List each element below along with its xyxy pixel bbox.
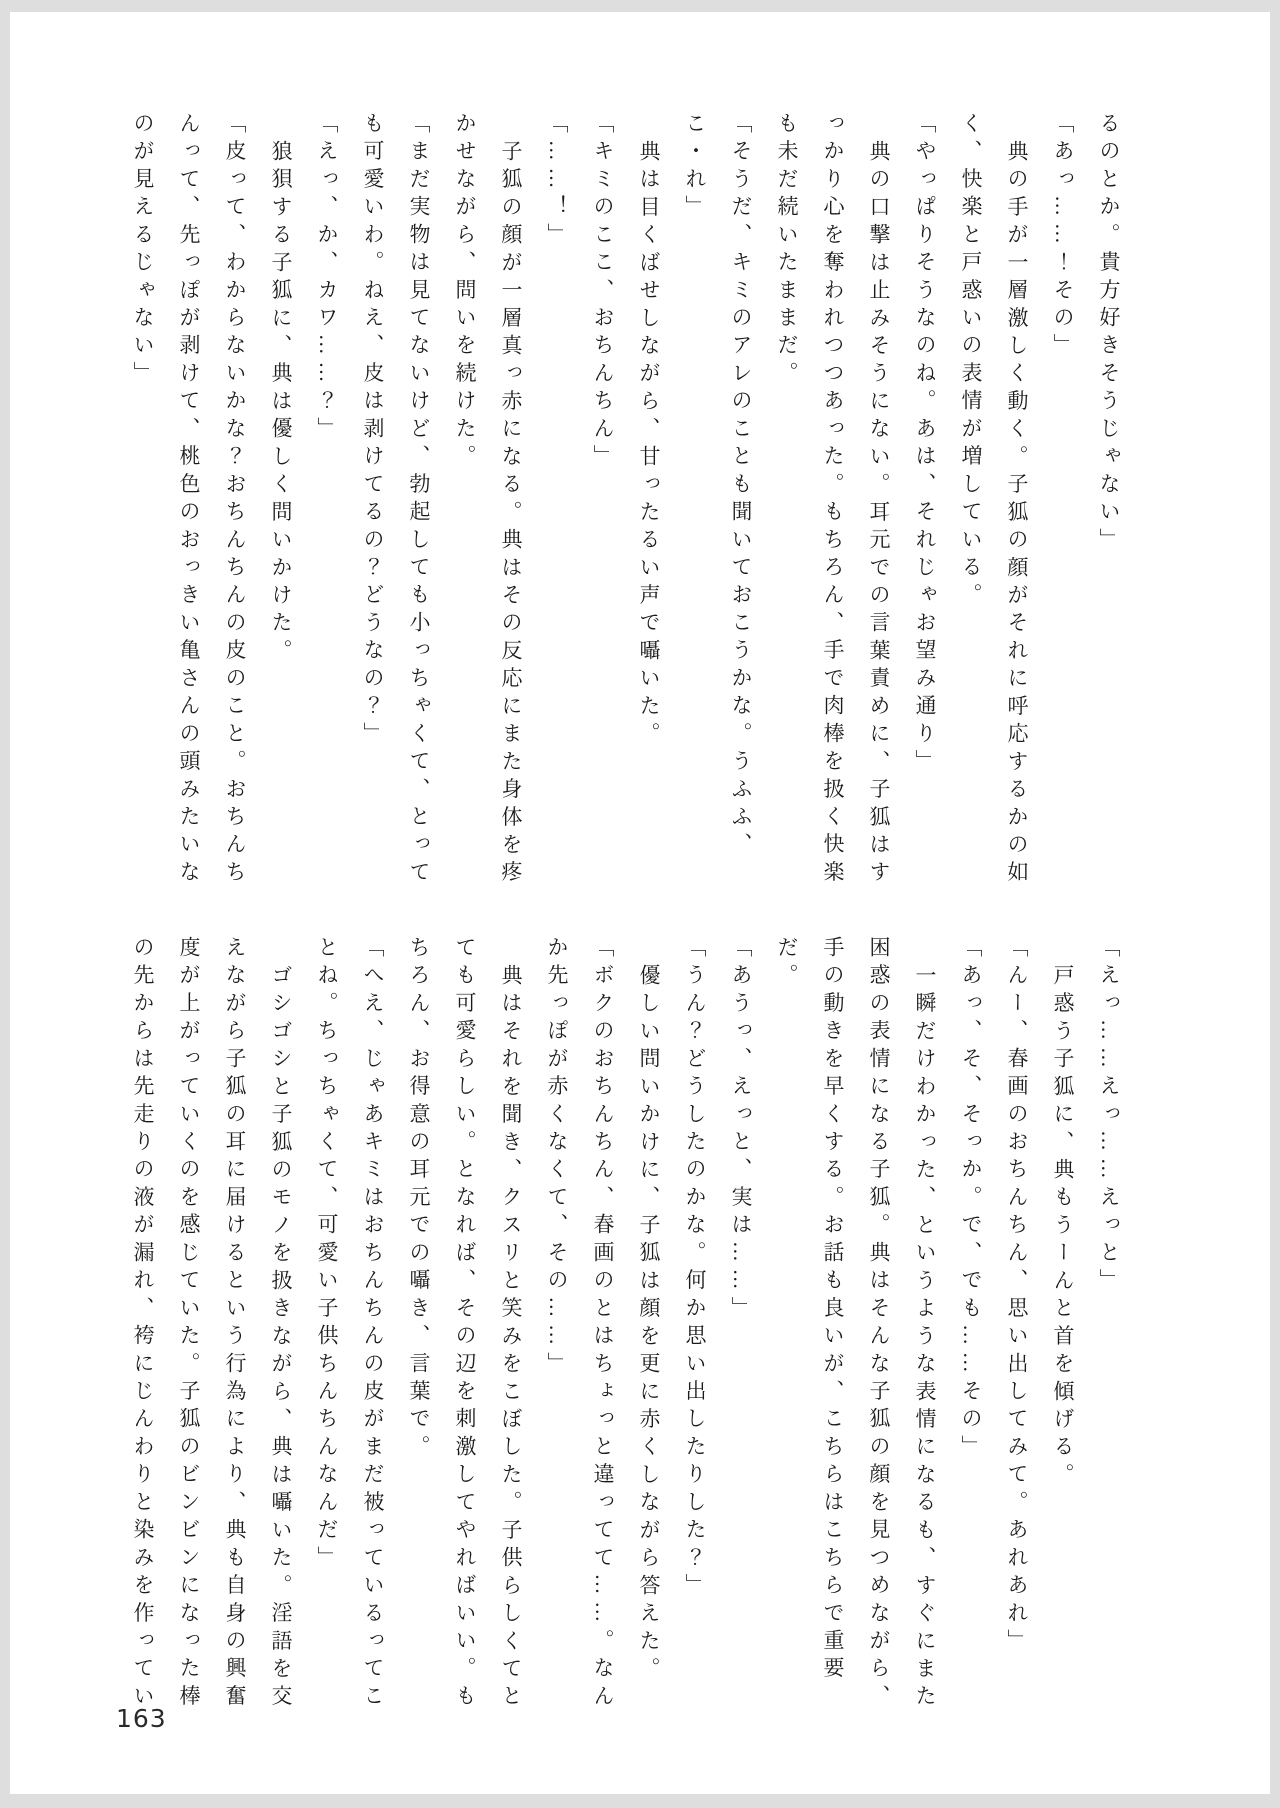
text-column: 典はそれを聞き、クスリと笑みをこぼした。子供らしくてと <box>499 963 523 1713</box>
text-column: 典の手が一層激しく動く。子狐の顔がそれに呼応するかの如 <box>1005 139 1029 889</box>
text-column: 子狐の顔が一層真っ赤になる。典はその反応にまた身体を疼 <box>499 139 523 889</box>
text-column: も可愛いわ。ねえ、皮は剥けてるの？どうなの？」 <box>361 112 385 750</box>
text-column: 「へえ、じゃあキミはおちんちんの皮がまだ被っているってこ <box>361 936 385 1713</box>
text-column: 「皮って、わからないかな？おちんちんの皮のこと。おちんち <box>223 112 247 889</box>
text-column: 「んー、春画のおちんちん、思い出してみて。あれあれ」 <box>1005 936 1029 1657</box>
text-column: 典は目くばせしながら、甘ったるい声で囁いた。 <box>637 139 661 750</box>
text-column: のが見えるじゃない」 <box>131 112 155 390</box>
text-column: 「あっ、そ、そっか。で、でも……その」 <box>959 936 983 1463</box>
text-column: 「うん？どうしたのかな。何か思い出したりした？」 <box>683 936 707 1602</box>
text-column: ゴシゴシと子狐のモノを扱きながら、典は囁いた。淫語を交 <box>269 963 293 1713</box>
text-column: 「えっ、か、カワ……？」 <box>315 112 339 445</box>
text-column: 「キミのここ、おちんちん」 <box>591 112 615 473</box>
text-column: るのとか。貴方好きそうじゃない」 <box>1097 112 1121 556</box>
text-column: 優しい問いかけに、子狐は顔を更に赤くしながら答えた。 <box>637 963 661 1685</box>
text-column: んって、先っぽが剥けて、桃色のおっきい亀さんの頭みたいな <box>177 112 201 889</box>
text-column: 「あっ……！その」 <box>1051 112 1075 362</box>
page-number: 163 <box>116 1704 167 1733</box>
text-column: 典の口撃は止みそうにない。耳元での言葉責めに、子狐はす <box>867 139 891 889</box>
text-column: 「まだ実物は見てないけど、勃起しても小っちゃくて、とって <box>407 112 431 889</box>
book-page <box>10 12 1270 1794</box>
text-column: く、快楽と戸惑いの表情が増している。 <box>959 112 983 611</box>
text-column: 一瞬だけわかった、というような表情になるも、すぐにまた <box>913 963 937 1713</box>
text-column: 困惑の表情になる子狐。典はそんな子狐の顔を見つめながら、 <box>867 936 891 1713</box>
text-column: 「やっぱりそうなのね。あは、それじゃお望み通り」 <box>913 112 937 778</box>
text-column: か先っぽが赤くなくて、その……」 <box>545 936 569 1380</box>
text-column: 戸惑う子狐に、典もうーんと首を傾げる。 <box>1051 963 1075 1491</box>
text-column: 手の動きを早くする。お話も良いが、こちらはこちらで重要 <box>821 936 845 1685</box>
text-column: 度が上がっていくのを感じていた。子狐のビンビンになった棒 <box>177 936 201 1713</box>
text-column: とね。ちっちゃくて、可愛い子供ちんちんなんだ」 <box>315 936 339 1574</box>
text-column: 「そうだ、キミのアレのことも聞いておこうかな。うふふ、 <box>729 112 753 861</box>
text-column: の先からは先走りの液が漏れ、袴にじんわりと染みを作ってい <box>131 936 155 1713</box>
text-column: だ。 <box>775 936 799 992</box>
text-column: ても可愛らしい。となれば、その辺を刺激してやればいい。も <box>453 936 477 1713</box>
text-column: えながら子狐の耳に届けるという行為により、典も自身の興奮 <box>223 936 247 1713</box>
text-column: こ・れ」 <box>683 112 707 223</box>
text-column: 狼狽する子狐に、典は優しく問いかけた。 <box>269 139 293 667</box>
text-block-bottom <box>120 936 1132 1726</box>
text-column: 「……！」 <box>545 112 569 251</box>
text-column: かせながら、問いを続けた。 <box>453 112 477 473</box>
text-column: 「ボクのおちんちん、春画のとはちょっと違ってて……。なん <box>591 936 615 1713</box>
text-column: 「えっ……えっ……えっと」 <box>1097 936 1121 1297</box>
text-column: 「あうっ、えっと、実は……」 <box>729 936 753 1325</box>
text-block-top <box>120 112 1132 912</box>
text-column: も未だ続いたままだ。 <box>775 112 799 390</box>
text-column: ちろん、お得意の耳元での囁き、言葉で。 <box>407 936 431 1463</box>
text-column: っかり心を奪われつつあった。もちろん、手で肉棒を扱く快楽 <box>821 112 845 889</box>
